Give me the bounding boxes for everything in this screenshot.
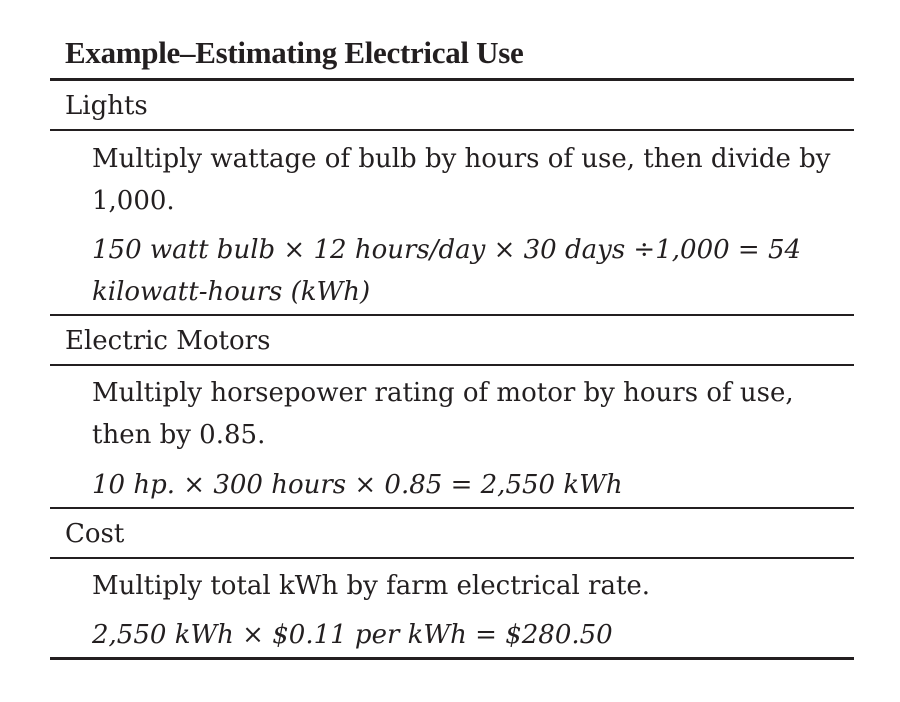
title-rule [50, 78, 854, 81]
section-label-electric-motors: Electric Motors [65, 326, 271, 356]
section-rule [50, 507, 854, 509]
bottom-rule [50, 657, 854, 660]
instruction-cost: Multiply total kWh by farm electrical rate. [92, 571, 651, 601]
instruction-lights: Multiply wattage of bulb by hours of use, then divide by 1,000. [92, 144, 831, 216]
section-rule [50, 314, 854, 316]
example-cost: 2,550 kWh × $0.11 per kWh = $280.50 [92, 620, 613, 650]
section-label-lights: Lights [65, 91, 148, 121]
example-lights: 150 watt bulb × 12 hours/day × 30 days ÷1,000 = 54 kilowatt-hours (kWh) [92, 235, 802, 307]
example-electric-motors: 10 hp. × 300 hours × 0.85 = 2,550 kWh [92, 470, 623, 500]
section-label-cost: Cost [65, 519, 125, 549]
section-rule [50, 557, 854, 559]
section-rule [50, 364, 854, 366]
instruction-electric-motors: Multiply horsepower rating of motor by hours of use, then by 0.85. [92, 378, 794, 450]
table-title: Example–Estimating Electrical Use [65, 35, 524, 70]
section-rule [50, 129, 854, 131]
